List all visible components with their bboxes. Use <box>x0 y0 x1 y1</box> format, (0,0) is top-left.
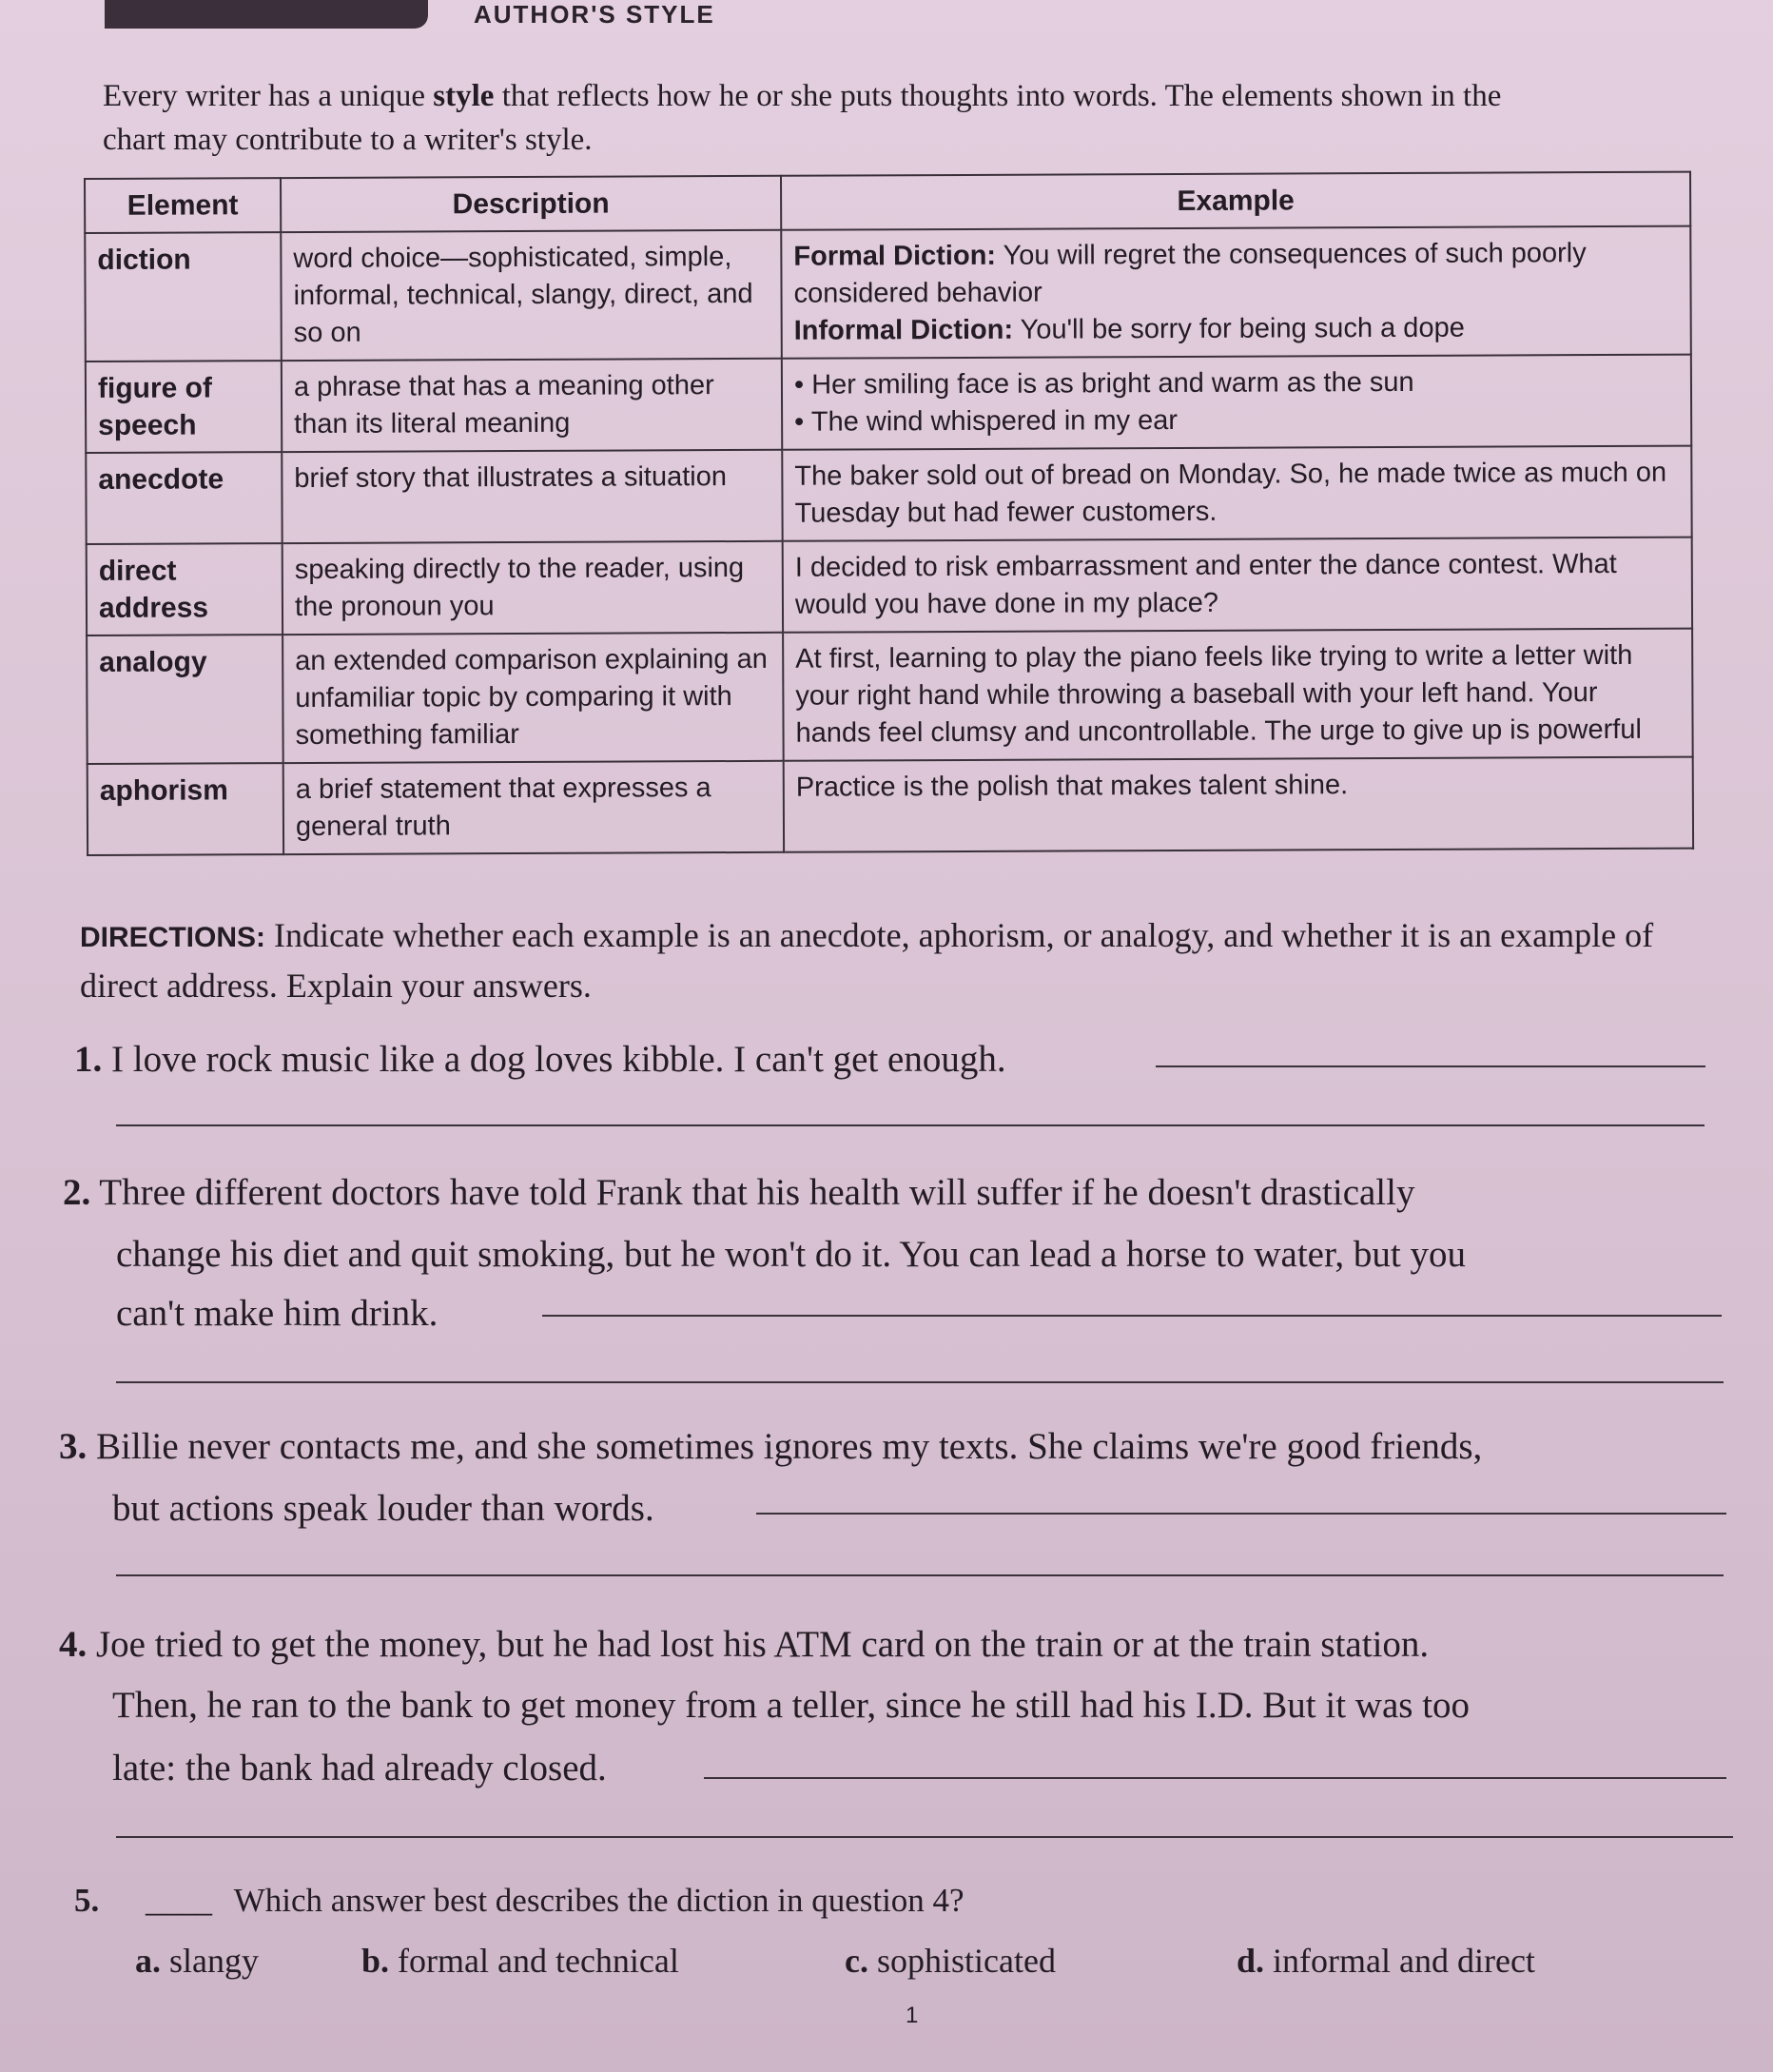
formal-diction-example <box>793 235 1678 313</box>
question-5 <box>74 1882 964 1920</box>
question-4-line-2: Then, he ran to the bank to get money from a teller, since he still had his I.D. But it was too <box>112 1685 1471 1726</box>
question-2 <box>63 1163 1414 1222</box>
question-4 <box>59 1615 1429 1674</box>
page-title: AUTHOR'S STYLE <box>474 0 715 29</box>
description-cell: a phrase that has a meaning other than its literal meaning <box>282 359 782 452</box>
style-elements-chart <box>84 171 1694 856</box>
example-cell <box>781 226 1691 359</box>
question-2-line-3: can't make him drink. <box>116 1293 438 1334</box>
directions <box>80 911 1697 1009</box>
question-4-line-3: late: the bank had already closed. <box>112 1748 607 1789</box>
chart-header-row <box>85 172 1690 233</box>
example-cell <box>782 355 1691 450</box>
question-number: 1. <box>74 1039 103 1080</box>
question-text: I love rock music like a dog loves kibble. I can't get enough. <box>111 1039 1006 1080</box>
question-3-line-2: but actions speak louder than words. <box>112 1488 654 1529</box>
answer-line[interactable] <box>116 1574 1724 1576</box>
element-cell: analogy <box>87 635 283 764</box>
choice-text: sophisticated <box>876 1942 1056 1980</box>
intro-paragraph <box>103 74 1529 162</box>
page-number: 1 <box>906 2003 919 2028</box>
element-cell: anecdote <box>86 452 282 544</box>
answer-line[interactable] <box>1156 1065 1705 1067</box>
answer-line[interactable] <box>116 1381 1724 1383</box>
intro-text-end: that reflects how he or she puts thoughts into words. The elements shown in the chart may contribute to a writer's style. <box>103 79 1502 157</box>
intro-bold-word: style <box>433 79 495 113</box>
answer-blank[interactable]: ____ <box>146 1882 212 1919</box>
answer-line[interactable] <box>116 1836 1733 1838</box>
example-cell: Practice is the polish that makes talent shine. <box>784 757 1693 852</box>
description-cell: a brief statement that expresses a general truth <box>283 761 784 854</box>
informal-diction-text: You'll be sorry for being such a dope <box>1013 312 1465 345</box>
choice-letter: a. <box>135 1942 161 1980</box>
intro-text-start: Every writer has a unique <box>103 79 434 113</box>
choice-text: informal and direct <box>1273 1942 1535 1980</box>
question-text-line: Three different doctors have told Frank that his health will suffer if he doesn't drastically <box>99 1172 1415 1213</box>
chart-row-figure-of-speech <box>86 355 1691 453</box>
choice-c[interactable] <box>845 1941 1056 1981</box>
description-cell: word choice—sophisticated, simple, informal, technical, slangy, direct, and so on <box>281 230 782 361</box>
choice-text: formal and technical <box>398 1942 679 1980</box>
chart-header-description: Description <box>281 176 781 232</box>
question-number: 3. <box>59 1426 88 1467</box>
example-cell: At first, learning to play the piano feels like trying to write a letter with your right hand while throwing a baseball with your left hand. Your hands feel clumsy and uncontrollable. The urge to give up is powerful <box>783 629 1693 761</box>
answer-line[interactable] <box>542 1315 1722 1317</box>
choice-letter: d. <box>1237 1942 1265 1980</box>
choice-a[interactable] <box>135 1941 259 1981</box>
choice-b[interactable] <box>361 1941 679 1981</box>
choice-letter: b. <box>361 1942 390 1980</box>
chart-header-example: Example <box>781 172 1690 230</box>
chart-row-anecdote <box>86 446 1691 544</box>
question-1 <box>74 1030 1006 1089</box>
element-cell: diction <box>85 232 282 362</box>
formal-diction-label: Formal Diction: <box>793 240 997 272</box>
question-3 <box>59 1417 1482 1476</box>
question-number: 5. <box>74 1882 100 1919</box>
choice-d[interactable] <box>1237 1941 1535 1981</box>
bullet-example: • Her smiling face is as bright and warm as the sun <box>794 363 1679 404</box>
chart-row-analogy <box>87 629 1693 764</box>
element-cell: figure of speech <box>86 361 282 453</box>
formal-diction-text: You will regret the consequences of such poorly considered behavior <box>793 238 1587 309</box>
informal-diction-label: Informal Diction: <box>793 314 1014 346</box>
description-cell: brief story that illustrates a situation <box>282 450 782 543</box>
chart-row-aphorism <box>88 757 1693 855</box>
chart-header-element: Element <box>85 178 281 233</box>
informal-diction-example <box>794 309 1679 350</box>
directions-text: Indicate whether each example is an anecdote, aphorism, or analogy, and whether it is an example of direct address. Explain your answers. <box>80 916 1654 1005</box>
answer-line[interactable] <box>116 1124 1705 1126</box>
header-bar <box>105 0 428 29</box>
example-cell: I decided to risk embarrassment and enter the dance contest. What would you have done in my place? <box>783 538 1692 633</box>
question-2-line-2: change his diet and quit smoking, but he won't do it. You can lead a horse to water, but you <box>116 1234 1466 1275</box>
answer-line[interactable] <box>756 1513 1726 1515</box>
question-text-line: Joe tried to get the money, but he had lost his ATM card on the train or at the train station. <box>96 1624 1430 1665</box>
question-number: 2. <box>63 1172 91 1213</box>
question-text-line: Billie never contacts me, and she sometimes ignores my texts. She claims we're good friends, <box>96 1426 1483 1467</box>
bullet-example: • The wind whispered in my ear <box>794 401 1679 441</box>
directions-label: DIRECTIONS: <box>80 922 265 953</box>
question-number: 4. <box>59 1624 88 1665</box>
description-cell: an extended comparison explaining an unfamiliar topic by comparing it with something familiar <box>283 633 784 763</box>
choice-text: slangy <box>169 1942 259 1980</box>
chart-row-diction <box>85 226 1691 362</box>
example-cell: The baker sold out of bread on Monday. So, he made twice as much on Tuesday but had fewer customers. <box>782 446 1691 541</box>
chart-row-direct-address <box>87 538 1692 635</box>
description-cell: speaking directly to the reader, using the pronoun you <box>283 541 783 635</box>
answer-line[interactable] <box>704 1777 1726 1779</box>
element-cell: aphorism <box>88 763 283 855</box>
element-cell: direct address <box>87 543 283 635</box>
question-text: Which answer best describes the diction in question 4? <box>233 1882 964 1919</box>
choice-letter: c. <box>845 1942 868 1980</box>
